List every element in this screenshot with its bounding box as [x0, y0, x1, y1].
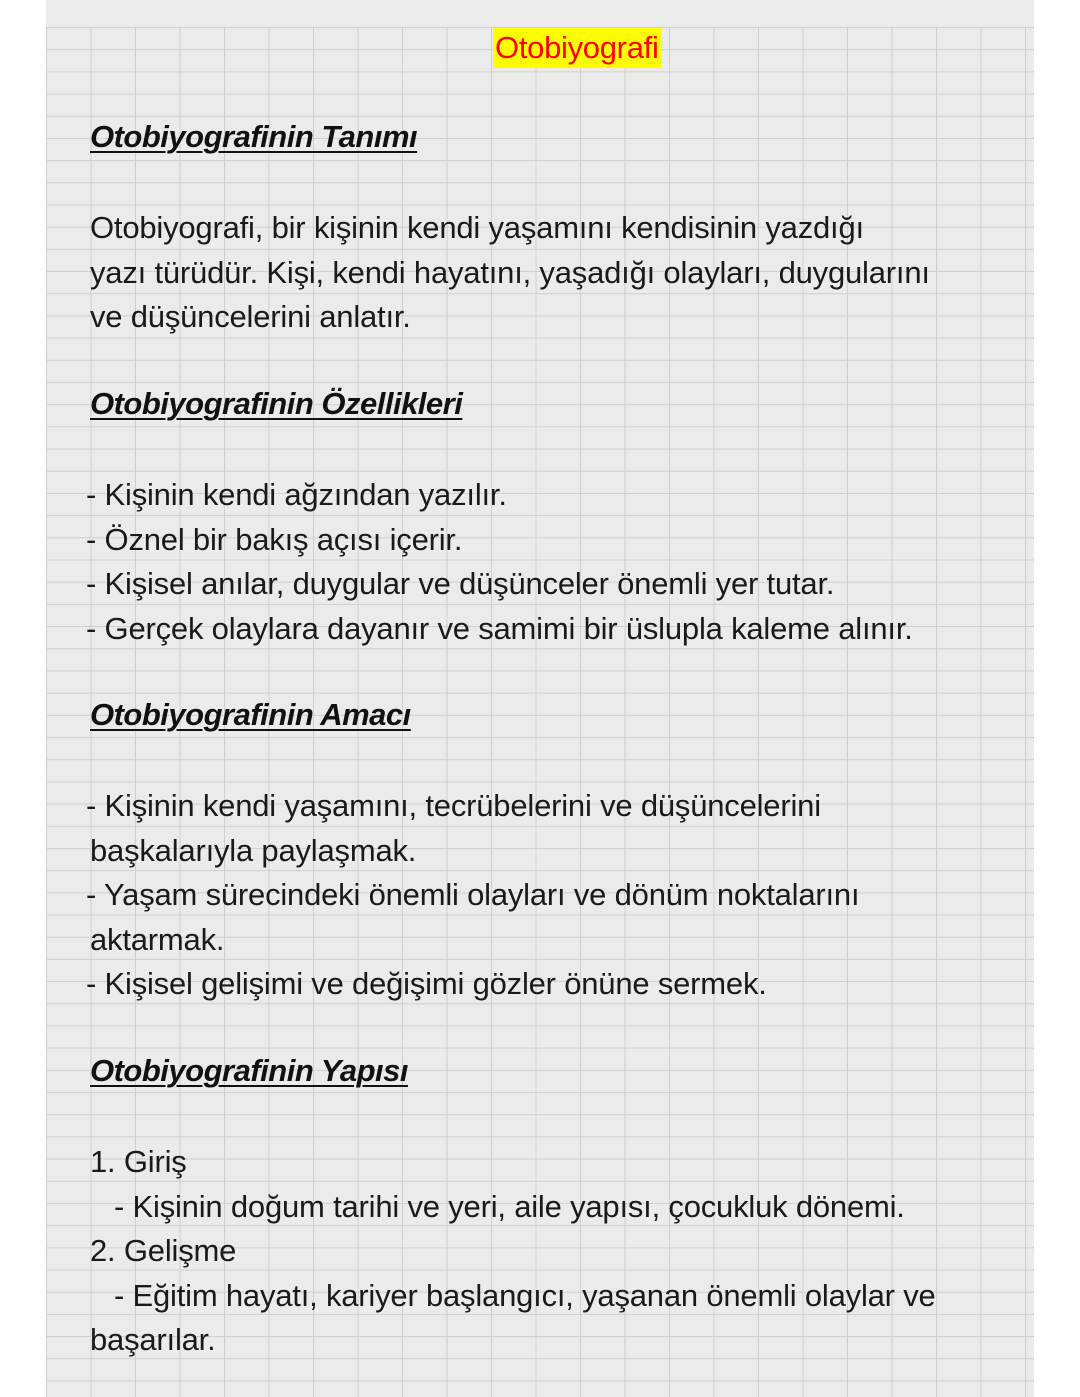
list-item: - Yaşam sürecindeki önemli olayları ve dönüm noktalarını	[86, 877, 860, 912]
notebook-page	[46, 0, 1034, 1397]
list-item-continued: başkalarıyla paylaşmak.	[90, 832, 417, 868]
page-title: Otobiyografi	[493, 28, 661, 68]
list-item: - Öznel bir bakış açısı içerir.	[86, 521, 463, 557]
list-item: - Gerçek olaylara dayanır ve samimi bir üslupla kaleme alınır.	[86, 610, 913, 646]
list-item: - Kişisel anılar, duygular ve düşünceler önemli yer tutar.	[86, 566, 835, 601]
page-top-margin	[46, 0, 1034, 27]
text-line: Otobiyografi, bir kişinin kendi yaşamını kendisinin yazdığı	[90, 210, 864, 245]
section-body-features	[86, 473, 913, 651]
text-line: ve düşüncelerini anlatır.	[90, 299, 411, 334]
sub-item-continued: başarılar.	[90, 1322, 216, 1357]
numbered-item: 2. Gelişme	[90, 1233, 237, 1268]
section-heading-definition: Otobiyografinin Tanımı	[90, 119, 418, 154]
sub-item: - Kişinin doğum tarihi ve yeri, aile yapısı, çocukluk dönemi.	[114, 1188, 905, 1224]
numbered-item: 1. Giriş	[90, 1144, 187, 1179]
section-heading-features: Otobiyografinin Özellikleri	[90, 386, 463, 421]
sub-item: - Eğitim hayatı, kariyer başlangıcı, yaşanan önemli olaylar ve	[114, 1277, 936, 1313]
section-body-purpose	[86, 784, 859, 1007]
section-body-definition	[90, 206, 930, 340]
list-item: - Kişinin kendi ağzından yazılır.	[86, 477, 507, 512]
section-heading-purpose: Otobiyografinin Amacı	[90, 697, 411, 732]
list-item: - Kişinin kendi yaşamını, tecrübelerini ve düşüncelerini	[86, 788, 821, 823]
section-body-structure	[90, 1140, 936, 1363]
text-line: yazı türüdür. Kişi, kendi hayatını, yaşadığı olayları, duygularını	[90, 254, 930, 290]
list-item-continued: aktarmak.	[90, 921, 225, 957]
section-heading-structure: Otobiyografinin Yapısı	[90, 1053, 408, 1088]
list-item: - Kişisel gelişimi ve değişimi gözler önüne sermek.	[86, 966, 767, 1001]
